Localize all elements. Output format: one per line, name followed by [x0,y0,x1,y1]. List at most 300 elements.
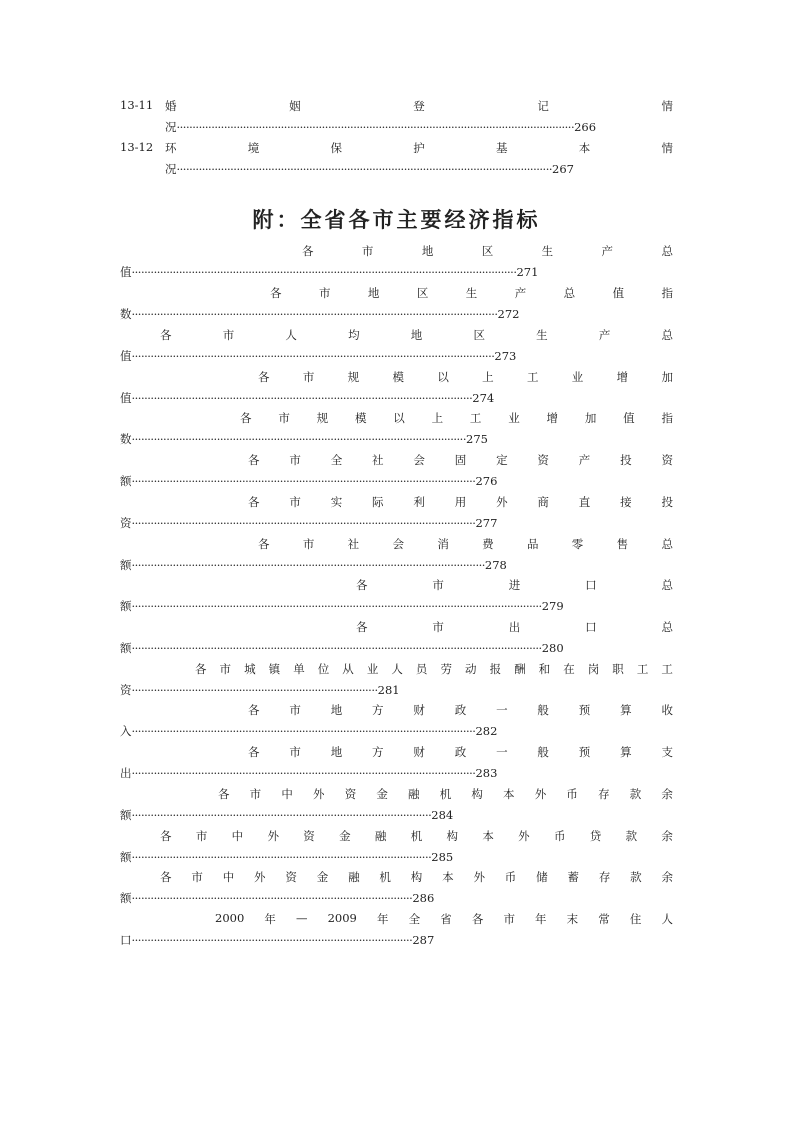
toc-entry-title [240,410,673,426]
toc-entry-title [215,911,673,927]
toc-entry-continuation [120,640,564,658]
toc-entry-char: 币 [566,787,578,801]
toc-entry[interactable] [120,494,673,530]
toc-entry-last-char: 况 [165,120,177,134]
toc-entry-char: 境 [247,141,260,155]
toc-entry-char: 市 [289,745,301,759]
toc-entry-last-char: 额 [120,850,132,864]
toc-entry-title-line [120,911,673,931]
toc-entry-char: 全 [330,453,343,467]
dot-leader: ················································································································ [131,558,485,572]
toc-entry-char: 常 [598,912,610,926]
toc-entry[interactable] [120,140,673,176]
toc-entry-char: 会 [413,453,425,467]
toc-entry-last-char: 额 [120,474,132,488]
toc-entry[interactable] [120,98,673,134]
toc-entry-char: 社 [347,537,360,551]
toc-entry-char: 中 [222,870,235,884]
toc-entry-char: 总 [661,328,673,342]
dot-leader: ···················································································································· [131,307,498,321]
toc-entry-continuation [120,431,488,449]
toc-entry-char: 年 [377,912,389,926]
toc-entry-char: 资 [344,787,357,801]
toc-entry-continuation [120,515,497,533]
toc-entry-char: 机 [439,787,452,801]
dot-leader: ······························································································································ [176,120,575,134]
toc-entry-char: 业 [508,411,520,425]
toc-entry-char: 各 [258,370,270,384]
toc-entry-char: 定 [496,453,508,467]
toc-entry-continuation [120,390,494,408]
toc-entry-char: 记 [537,99,549,113]
toc-entry-char: 总 [661,244,673,258]
toc-entry-continuation [120,849,453,867]
toc-entry-char: 资 [661,453,673,467]
page-number: 272 [497,307,520,321]
toc-entry-char: 劳 [440,662,452,676]
toc-entry-char: 各 [258,537,270,551]
toc-entry-char: 存 [598,787,610,801]
toc-entry-char: 资 [285,870,297,884]
dot-leader: ············································································································· [131,474,476,488]
toc-entry-char: 单 [293,662,305,676]
toc-entry-char: 本 [578,141,591,155]
toc-entry-last-char: 数 [120,432,132,446]
toc-entry-char: 外 [254,870,266,884]
toc-entry-char: 各 [218,787,230,801]
toc-entry[interactable] [120,744,673,780]
toc-entry-char: 镇 [268,662,281,676]
toc-entry-char: 市 [191,870,203,884]
toc-entry-char: 上 [431,411,444,425]
toc-entry-char: 政 [454,745,467,759]
toc-entry-char: 位 [317,662,330,676]
toc-entry-continuation [120,598,564,616]
toc-entry-title [165,98,673,114]
toc-entry-char: 构 [410,870,423,884]
toc-entry-char: 市 [318,286,331,300]
toc-entry-char: 口 [585,620,597,634]
toc-entry-char: 本 [503,787,515,801]
toc-entry-char: 岗 [587,662,600,676]
toc-entry-number: 13-11 [120,98,154,112]
toc-entry[interactable] [120,243,673,279]
dot-leader: ·············································································· [131,683,378,697]
toc-entry-char: 环 [165,141,177,155]
toc-entry-char: 各 [248,453,260,467]
toc-entry-title [248,702,673,718]
toc-entry-char: 支 [661,745,673,759]
page-number: 287 [412,933,435,947]
toc-entry-char: 基 [496,141,508,155]
toc-entry-char: 人 [661,912,673,926]
toc-entry-char: 市 [289,495,301,509]
toc-entry-char: 住 [629,912,642,926]
toc-entry-title-line [120,536,673,556]
toc-entry-char: 情 [661,99,673,113]
toc-entry-char: 各 [270,286,282,300]
toc-entry-char: 各 [160,829,172,843]
toc-entry-char: 产 [598,328,611,342]
toc-entry-char: 资 [537,453,549,467]
toc-entry[interactable] [120,911,673,947]
toc-entry-char: 中 [281,787,293,801]
toc-entry[interactable] [120,536,673,572]
toc-entry-last-char: 额 [120,891,132,905]
toc-entry-title [258,369,673,385]
toc-entry-char: 以 [437,370,449,384]
toc-entry-last-char: 额 [120,641,132,655]
toc-entry-char: 外 [518,829,530,843]
toc-entry-char: 人 [285,328,297,342]
toc-entry-char: 贷 [589,829,602,843]
toc-entry-char: 产 [514,286,527,300]
toc-entry-char: 存 [598,870,611,884]
toc-entry-char: 情 [661,141,673,155]
dot-leader: ························································································· [131,891,413,905]
toc-entry-continuation [120,723,497,741]
toc-entry-char: 总 [661,578,673,592]
toc-entry-title [160,869,673,885]
toc-entry-char: 员 [415,662,428,676]
toc-entry-char: 外 [496,495,508,509]
page-number: 271 [516,265,539,279]
toc-entry-continuation [120,890,434,908]
toc-entry-char: 固 [454,453,467,467]
toc-entry-last-char: 数 [120,307,132,321]
toc-entry-char: 机 [410,829,423,843]
toc-entry-last-char: 入 [120,724,132,738]
dot-leader: ························································································· [131,933,413,947]
toc-entry-title-line [120,140,673,160]
toc-entry-char: 产 [601,244,614,258]
toc-entry-title [356,619,673,635]
toc-entry-char: 在 [563,662,575,676]
toc-entry-char: 地 [367,286,380,300]
toc-entry-char: 均 [348,328,360,342]
toc-entry-title-line [120,577,673,597]
toc-entry-char: 品 [526,537,539,551]
toc-entry-char: 市 [289,703,301,717]
toc-entry-char: 方 [372,745,384,759]
toc-entry-title-line [120,828,673,848]
page-number: 275 [466,432,488,446]
dot-leader: ············································································································· [131,724,476,738]
toc-entry-char: 一 [496,703,508,717]
toc-entry-char: 登 [413,99,425,113]
toc-entry-char: 总 [661,620,673,634]
toc-entry-title [302,243,673,259]
toc-entry-char: 市 [219,662,232,676]
page-number: 279 [541,599,564,613]
toc-entry[interactable] [120,661,673,697]
toc-entry-char: 区 [416,286,429,300]
toc-entry[interactable] [120,786,673,822]
toc-entry-char: 和 [538,662,551,676]
toc-entry-title-line [120,661,673,681]
toc-entry-char: 融 [408,787,420,801]
toc-entry-char: 融 [348,870,360,884]
toc-entry-char: 各 [160,870,172,884]
toc-entry[interactable] [120,702,673,738]
toc-entry-char: 余 [661,870,673,884]
toc-entry-char: 业 [571,370,584,384]
toc-entry[interactable] [120,828,673,864]
toc-entry-title-line [120,452,673,472]
toc-entry-char: 款 [629,787,642,801]
toc-entry-char: 币 [504,870,517,884]
toc-entry-title-line [120,702,673,722]
toc-entry[interactable] [120,869,673,905]
toc-entry-char: 各 [356,578,368,592]
toc-entry[interactable] [120,577,673,613]
toc-entry-title [218,786,673,802]
toc-entry-char: 消 [437,537,449,551]
toc-entry-char: 动 [465,662,477,676]
toc-entry-char: 产 [578,453,591,467]
toc-entry-title-line [120,494,673,514]
page-number: 266 [574,120,597,134]
page-number: 278 [484,558,507,572]
toc-entry-char: 直 [578,495,591,509]
toc-entry-last-char: 出 [120,766,132,780]
dot-leader: ······························································································· [131,850,432,864]
toc-entry-char: 款 [630,870,642,884]
dot-leader: ············································································································· [131,516,476,530]
toc-entry-char: 生 [465,286,478,300]
toc-entry-continuation [120,932,434,950]
toc-entry-last-char: 值 [120,349,132,363]
toc-entry[interactable] [120,285,673,321]
toc-entry[interactable] [120,327,673,363]
page-number: 281 [377,683,400,697]
toc-entry-char: 指 [661,286,673,300]
page-number: 280 [541,641,564,655]
toc-entry-title [248,494,673,510]
toc-entry-char: 金 [376,787,388,801]
page-number: 286 [412,891,435,905]
toc-entry-continuation [120,557,507,575]
toc-entry-char: 融 [374,829,387,843]
toc-entry-char: 增 [546,411,558,425]
toc-entry-char: 姻 [289,99,301,113]
dot-leader: ·································································································································· [131,641,542,655]
toc-entry-continuation [120,306,520,324]
toc-entry-last-char: 值 [120,265,132,279]
toc-entry-char: 储 [536,870,548,884]
toc-entry-char: 酬 [514,662,526,676]
toc-entry-title [248,744,673,760]
toc-entry-char: 进 [508,578,521,592]
toc-entry-char: 方 [372,703,384,717]
toc-entry-char: 余 [661,787,673,801]
toc-entry-char: 值 [612,286,625,300]
toc-entry-char: 市 [503,912,515,926]
toc-entry-continuation [120,682,400,700]
toc-entry-char: 市 [302,370,315,384]
toc-entry-char: 末 [566,912,579,926]
toc-entry-char: 余 [661,829,673,843]
toc-entry-char: 地 [421,244,434,258]
toc-entry-char: 市 [222,328,235,342]
toc-entry-char: 各 [471,912,484,926]
toc-entry-char: 财 [413,703,425,717]
page-number: 274 [472,391,495,405]
toc-entry-char: 生 [536,328,548,342]
toc-entry-char: 实 [330,495,343,509]
toc-entry-char: 护 [413,141,425,155]
toc-entry-char: 社 [372,453,384,467]
dot-leader: ·························································································································· [131,265,517,279]
page-number: 273 [494,349,517,363]
toc-entry-char: 区 [473,328,485,342]
toc-entry[interactable] [120,619,673,655]
toc-entry-char: 城 [244,662,256,676]
toc-entry-char: 金 [339,829,351,843]
toc-entry-char: 外 [313,787,325,801]
toc-entry-char: 工 [526,370,539,384]
toc-entry-char: 资 [303,829,315,843]
toc-entry-char: 地 [410,328,423,342]
toc-entry-char: 区 [481,244,494,258]
toc-entry-char: 口 [585,578,597,592]
dot-leader: ············································································································· [131,766,476,780]
toc-entry-char: 省 [440,912,452,926]
toc-entry-char: 报 [489,662,502,676]
toc-entry-char: 市 [289,453,301,467]
toc-entry-char: 售 [616,537,629,551]
page-number: 283 [475,766,498,780]
toc-entry-last-char: 资 [120,683,132,697]
dot-leader: ············································································································ [131,391,473,405]
toc-entry-char: 市 [278,411,290,425]
toc-entry-char: 业 [366,662,379,676]
dot-leader: ······················································································································· [176,162,553,176]
toc-entry-continuation [120,348,516,366]
toc-entry-char: 中 [231,829,244,843]
toc-entry-char: 收 [661,703,673,717]
toc-entry-char: 市 [249,787,262,801]
toc-entry[interactable] [120,410,673,446]
toc-entry-char: 市 [195,829,208,843]
toc-entry-char: 各 [302,244,314,258]
toc-entry-title-line [120,243,673,263]
toc-entry-char: 各 [248,495,260,509]
toc-entry[interactable] [120,369,673,405]
toc-entry-char: 地 [330,703,343,717]
toc-entry-char: 加 [661,370,673,384]
toc-entry-char: 预 [578,703,591,717]
toc-entry-char: 市 [432,620,444,634]
toc-entry-char: 从 [342,662,354,676]
toc-entry-char: 接 [620,495,632,509]
toc-entry-char: 费 [482,537,494,551]
dot-leader: ······························································································· [131,808,432,822]
toc-entry-title-line [120,285,673,305]
toc-entry-char: 模 [354,411,367,425]
toc-entry-char: 以 [393,411,405,425]
toc-entry-char: 2009 [327,911,357,925]
toc-entry[interactable] [120,452,673,488]
toc-entry-title [356,577,673,593]
toc-entry-char: 一 [496,745,508,759]
toc-entry-last-char: 资 [120,516,132,530]
toc-entry-char: 规 [347,370,360,384]
toc-entry-title-line [120,369,673,389]
toc-entry-char: 人 [391,662,403,676]
toc-entry-title [160,327,673,343]
toc-entry-char: 出 [508,620,521,634]
toc-entry-char: 规 [316,411,329,425]
toc-entry-char: 年 [535,912,547,926]
toc-entry-char: 投 [620,453,632,467]
toc-entry-char: 市 [302,537,315,551]
toc-entry-char: 算 [620,703,632,717]
toc-entry-char: 般 [537,745,549,759]
page-number: 267 [552,162,574,176]
page-number: 277 [475,516,498,530]
toc-entry-char: 年 [264,912,276,926]
toc-entry-char: 零 [571,537,584,551]
toc-entry-last-char: 额 [120,808,132,822]
toc-entry-continuation [165,161,574,179]
toc-entry-char: 各 [248,745,260,759]
toc-entry-title [165,140,673,156]
toc-entry-char: 各 [195,662,207,676]
toc-entry-char: 模 [392,370,404,384]
toc-entry-char: 际 [372,495,384,509]
toc-entry-title [258,536,673,552]
toc-entry-char: 用 [454,495,467,509]
toc-entry-last-char: 口 [120,933,132,947]
dot-leader: ·································································································································· [131,599,542,613]
toc-entry-last-char: 额 [120,599,132,613]
toc-entry-char: 外 [534,787,547,801]
toc-entry-char: 算 [620,745,632,759]
toc-entry-last-char: 额 [120,558,132,572]
toc-entry-char: 各 [356,620,368,634]
toc-entry-continuation [120,765,497,783]
toc-entry-char: 婚 [165,99,177,113]
toc-entry-char: 总 [563,286,576,300]
toc-entry-char: 2000 [215,911,245,925]
toc-entry-char: 商 [537,495,549,509]
page-number: 285 [431,850,454,864]
toc-entry-char: 职 [612,662,624,676]
toc-entry-char: 本 [482,829,494,843]
toc-entry-char: 外 [267,829,279,843]
toc-entry-char: 各 [248,703,260,717]
page-number: 276 [475,474,498,488]
toc-entry-title-line [120,410,673,430]
toc-entry-char: 值 [623,411,635,425]
toc-entry-continuation [165,119,596,137]
toc-entry-char: 般 [537,703,549,717]
toc-entry-title [248,452,673,468]
toc-entry-char: 市 [361,244,374,258]
toc-entry-char: 指 [661,411,673,425]
toc-entry-continuation [120,473,497,491]
toc-entry-char: 工 [661,662,673,676]
toc-entry-char: 蓄 [567,870,579,884]
toc-entry-char: 本 [442,870,454,884]
toc-entry-char: 投 [661,495,673,509]
toc-entry-char: 增 [616,370,629,384]
toc-entry-last-char: 况 [165,162,177,176]
toc-entry-char: 市 [432,578,444,592]
toc-entry-title-line [120,327,673,347]
toc-entry-char: 外 [473,870,485,884]
